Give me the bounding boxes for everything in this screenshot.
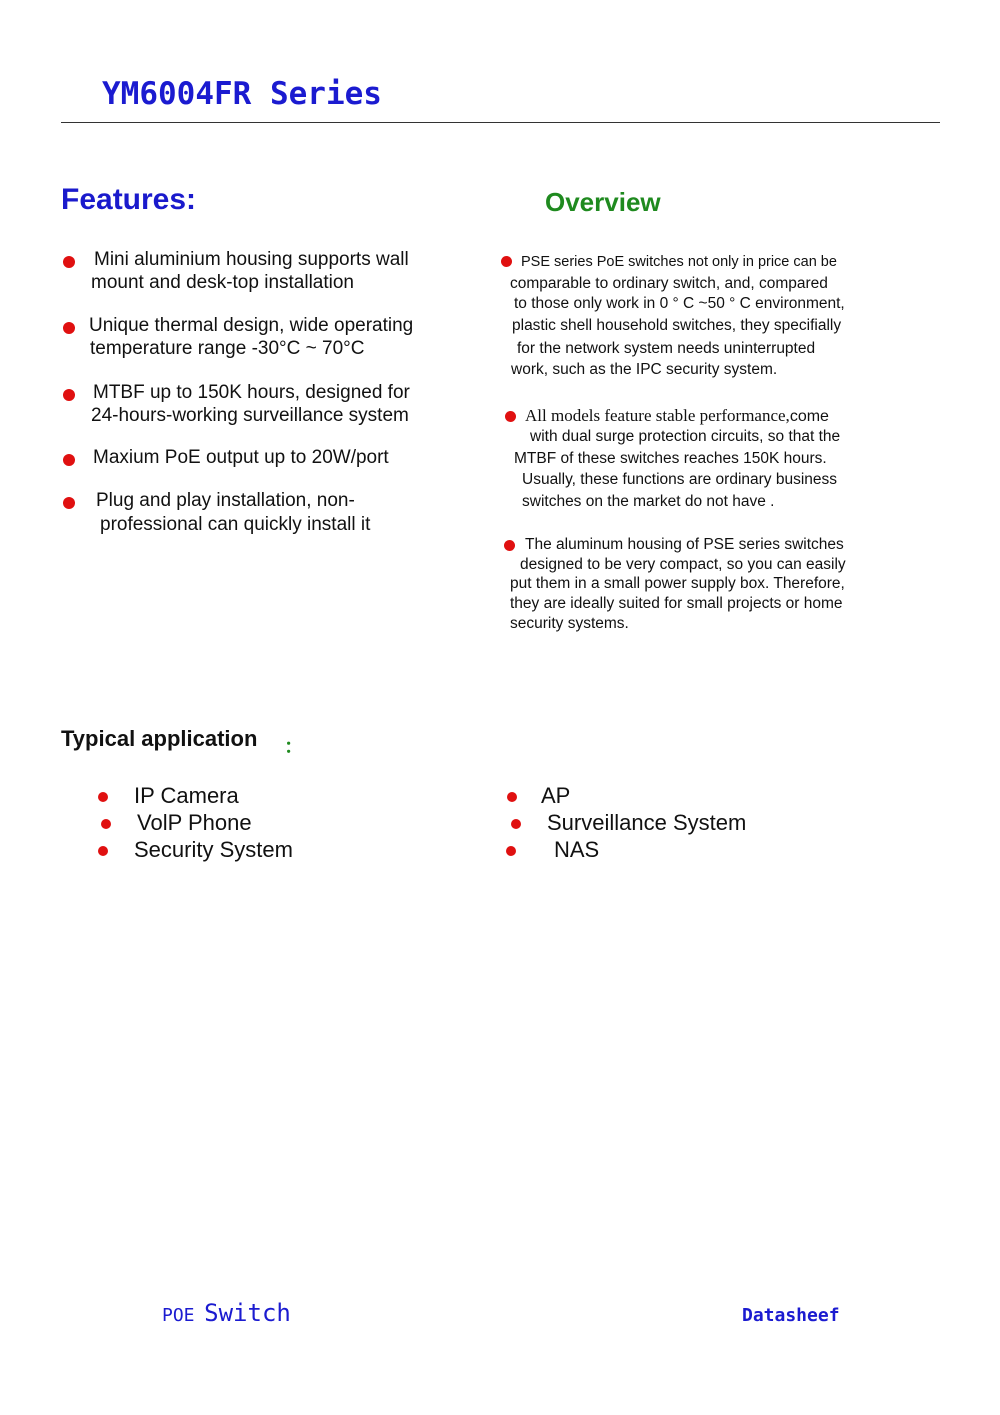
feature-line: 24-hours-working surveillance system <box>91 405 409 426</box>
application-heading: Typical application <box>61 726 258 751</box>
application-item: Security System <box>134 837 293 862</box>
feature-line: temperature range -30°C ~ 70°C <box>90 338 365 359</box>
feature-line: Unique thermal design, wide operating <box>89 315 414 336</box>
application-item: NAS <box>554 837 600 862</box>
overview-line: they are ideally suited for small projects or home <box>510 595 843 612</box>
footer-switch: Switch <box>204 1299 291 1327</box>
footer-poe: POE <box>162 1305 195 1326</box>
bullet-icon <box>507 792 517 802</box>
title-divider <box>61 122 940 123</box>
overview-line: to those only work in 0 ° C ~50 ° C environment, <box>514 295 845 312</box>
feature-line: Plug and play installation, non- <box>96 490 355 511</box>
feature-line: MTBF up to 150K hours, designed for <box>93 382 410 403</box>
bullet-icon <box>63 454 75 466</box>
overview-line: PSE series PoE switches not only in price can be <box>521 254 837 270</box>
overview-heading: Overview <box>545 187 661 217</box>
overview-line: Usually, these functions are ordinary business <box>522 471 838 488</box>
features-heading: Features: <box>61 183 197 216</box>
application-colon: ： <box>284 736 304 758</box>
bullet-icon <box>506 846 516 856</box>
overview-line: security systems. <box>510 615 629 632</box>
overview-line: come <box>789 408 829 425</box>
bullet-icon <box>63 322 75 334</box>
bullet-icon <box>511 819 521 829</box>
overview-line: with dual surge protection circuits, so that the <box>530 428 841 445</box>
application-item: AP <box>541 783 571 808</box>
overview-line: for the network system needs uninterrupted <box>517 340 816 357</box>
feature-line: Maxium PoE output up to 20W/port <box>93 447 389 468</box>
bullet-icon <box>63 389 75 401</box>
overview-line: comparable to ordinary switch, and, compared <box>510 275 828 292</box>
overview-line-serif: All models feature stable performance, <box>525 406 790 425</box>
footer-product-label <box>162 1299 291 1327</box>
overview-line: designed to be very compact, so you can easily <box>520 556 846 573</box>
bullet-icon <box>501 256 512 267</box>
overview-line: switches on the market do not have . <box>522 493 775 510</box>
overview-line: put them in a small power supply box. Therefore, <box>510 575 845 592</box>
overview-line: work, such as the IPC security system. <box>511 361 778 378</box>
application-item: IP Camera <box>134 783 239 808</box>
footer-datasheet-label: Datasheef <box>742 1305 840 1326</box>
overview-line: MTBF of these switches reaches 150K hours. <box>514 450 827 467</box>
bullet-icon <box>101 819 111 829</box>
feature-line: Mini aluminium housing supports wall <box>94 249 409 270</box>
bullet-icon <box>505 411 516 422</box>
bullet-icon <box>63 497 75 509</box>
application-item: VolP Phone <box>137 810 252 835</box>
application-item: Surveillance System <box>547 810 747 835</box>
bullet-icon <box>98 792 108 802</box>
bullet-icon <box>504 540 515 551</box>
feature-line: professional can quickly install it <box>100 514 371 535</box>
feature-line: mount and desk-top installation <box>91 272 354 293</box>
bullet-icon <box>63 256 75 268</box>
document-title: YM6004FR Series <box>102 76 382 112</box>
overview-line: The aluminum housing of PSE series switches <box>525 536 844 553</box>
bullet-icon <box>98 846 108 856</box>
overview-line: plastic shell household switches, they specifially <box>512 317 842 334</box>
